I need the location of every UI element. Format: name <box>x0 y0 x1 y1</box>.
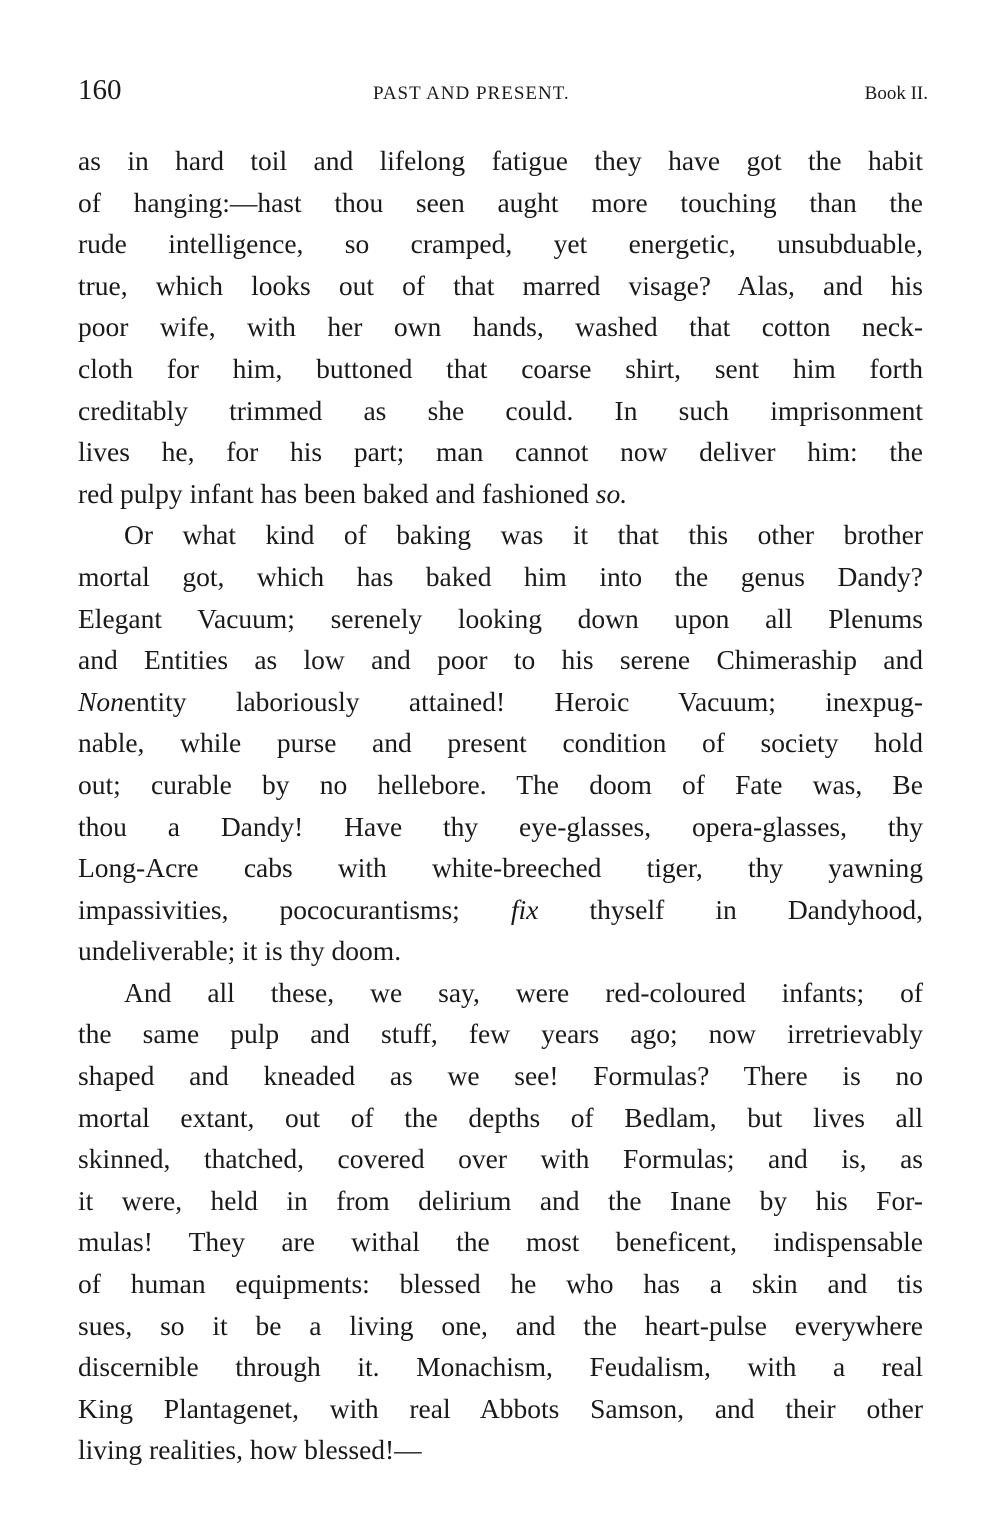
running-head <box>78 72 928 112</box>
text-line <box>78 889 923 931</box>
text-segment: entity laboriously attained! Heroic Vacuum; inexpug- <box>123 685 923 717</box>
text-line: King Plantagenet, with real Abbots Samson, and their other <box>78 1392 923 1424</box>
text-line: it were, held in from delirium and the Inane by his For- <box>78 1184 923 1216</box>
italic-word: so. <box>595 477 628 509</box>
text-line: as in hard toil and lifelong fatigue they have got the habit <box>78 145 923 176</box>
book-label: Book II. <box>864 83 928 104</box>
text-line: sues, so it be a living one, and the heart-pulse everywhere <box>78 1309 923 1341</box>
text-line: mortal extant, out of the depths of Bedlam, but lives all <box>78 1101 923 1133</box>
text-line: the same pulp and stuff, few years ago; now irretrievably <box>78 1018 923 1050</box>
text-line: mortal got, which has baked him into the genus Dandy? <box>78 560 923 592</box>
text-line: Long-Acre cabs with white-breeched tiger, thy yawning <box>78 852 923 884</box>
text-line: living realities, how blessed!— <box>78 1434 422 1466</box>
text-line: of human equipments: blessed he who has a skin and tis <box>78 1268 923 1300</box>
body-text <box>78 140 923 1471</box>
text-line: out; curable by no hellebore. The doom of Fate was, Be <box>78 768 923 800</box>
text-line: of hanging:—hast thou seen aught more touching than the <box>78 186 923 218</box>
text-line: creditably trimmed as she could. In such imprisonment <box>78 394 923 426</box>
text-segment: thyself in Dandyhood, <box>589 893 924 925</box>
text-line: nable, while purse and present condition of society hold <box>78 727 923 759</box>
text-line: Or what kind of baking was it that this other brother <box>124 519 923 551</box>
text-line: discernible through it. Monachism, Feudalism, with a real <box>78 1351 923 1383</box>
text-line: true, which looks out of that marred visage? Alas, and his <box>78 269 923 301</box>
italic-word: Non <box>78 685 124 717</box>
text-line: poor wife, with her own hands, washed that cotton neck- <box>78 311 923 343</box>
italic-word: fix <box>510 893 539 925</box>
text-line <box>78 681 923 723</box>
text-line <box>78 473 923 515</box>
text-line: skinned, thatched, covered over with Formulas; and is, as <box>78 1143 923 1175</box>
text-line: undeliverable; it is thy doom. <box>78 935 402 967</box>
text-line: thou a Dandy! Have thy eye-glasses, opera-glasses, thy <box>78 810 923 842</box>
running-title: PAST AND PRESENT. <box>373 83 570 104</box>
text-line: shaped and kneaded as we see! Formulas? There is no <box>78 1060 923 1092</box>
text-line: And all these, we say, were red-coloured infants; of <box>124 976 923 1008</box>
text-segment: impassivities, pococurantisms; <box>78 893 460 925</box>
text-line: and Entities as low and poor to his serene Chimeraship and <box>78 644 923 676</box>
text-line: lives he, for his part; man cannot now deliver him: the <box>78 436 923 468</box>
text-segment: red pulpy infant has been baked and fashioned <box>78 477 589 509</box>
text-line: Elegant Vacuum; serenely looking down upon all Plenums <box>78 602 923 634</box>
text-line: cloth for him, buttoned that coarse shirt, sent him forth <box>78 352 923 384</box>
page-number: 160 <box>78 74 122 106</box>
text-line: rude intelligence, so cramped, yet energetic, unsubduable, <box>78 228 923 260</box>
text-line: mulas! They are withal the most beneficent, indispensable <box>78 1226 923 1258</box>
